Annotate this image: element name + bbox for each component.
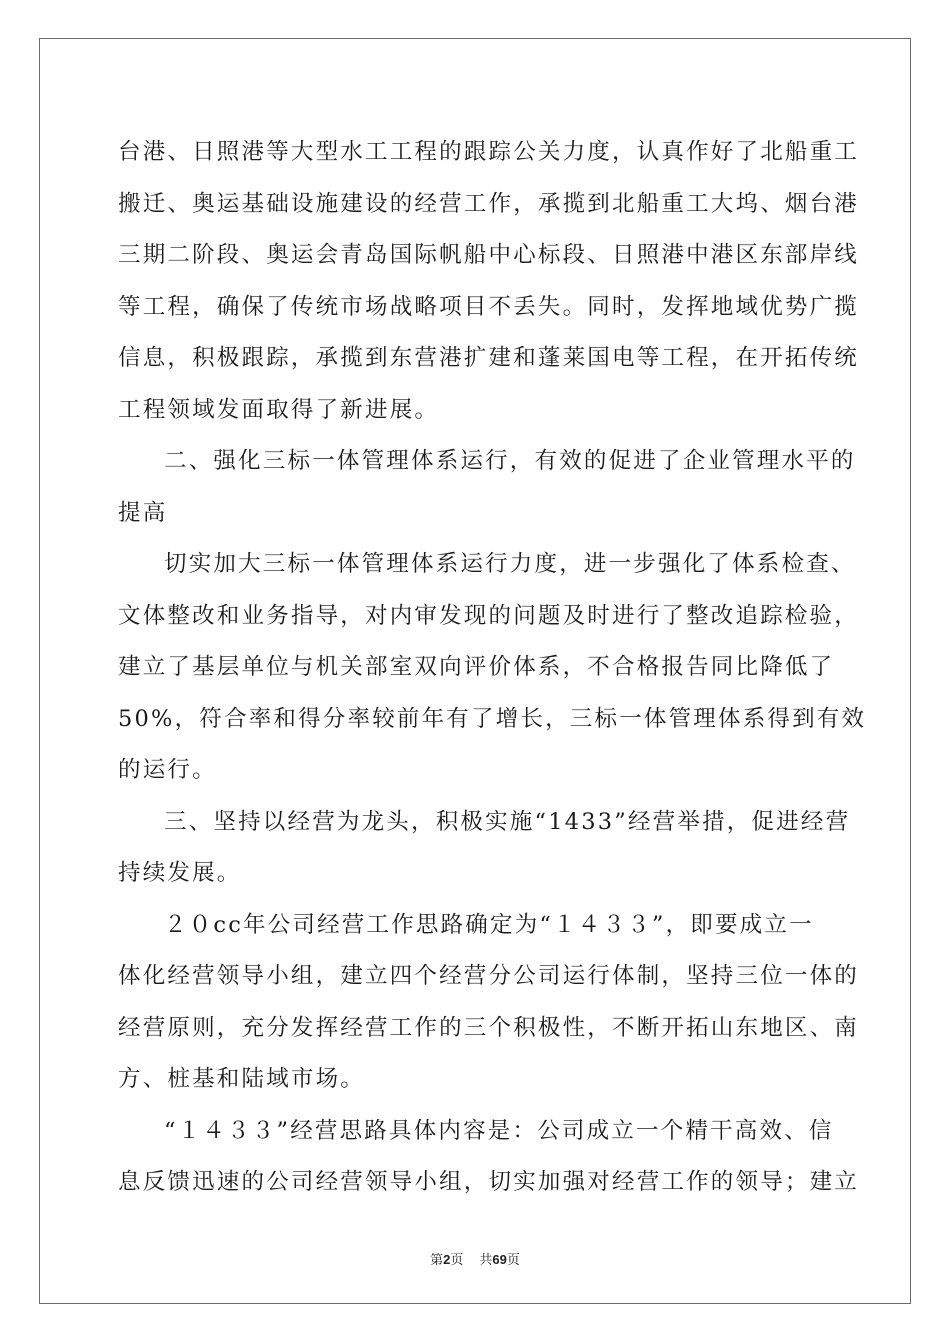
text-line: 切实加大三标一体管理体系运行力度，进一步强化了体系检查、 xyxy=(164,551,856,577)
text-line: 方、桩基和陆域市场。 xyxy=(118,1066,366,1092)
page-suffix: 页 xyxy=(450,1253,464,1268)
section-heading-line: 持续发展。 xyxy=(118,860,242,886)
total-suffix: 页 xyxy=(506,1253,520,1268)
page-prefix: 第 xyxy=(430,1253,444,1268)
text-line: 息反馈迅速的公司经营领导小组，切实加强对经营工作的领导；建立 xyxy=(118,1169,860,1195)
total-prefix: 共 xyxy=(479,1253,493,1268)
text-line: 工程领域发面取得了新进展。 xyxy=(118,396,440,423)
text-line: 建立了基层单位与机关部室双向评价体系，不合格报告同比降低了 xyxy=(118,654,835,680)
document-body xyxy=(118,127,867,1209)
text-line: ２０cc年公司经营工作思路确定为“１４３３”，即要成立一 xyxy=(164,911,814,938)
text-line: “１４３３”经营思路具体内容是：公司成立一个精干高效、信 xyxy=(164,1117,834,1144)
text-line: 文体整改和业务指导，对内审发现的问题及时进行了整改追踪检验， xyxy=(118,602,860,629)
text-line: 台港、日照港等大型水工工程的跟踪公关力度，认真作好了北船重工 xyxy=(118,139,860,165)
text-line: 信息，积极跟踪，承揽到东营港扩建和蓬莱国电等工程，在开拓传统 xyxy=(118,345,860,371)
section-heading-line: 二、强化三标一体管理体系运行，有效的促进了企业管理水平的 xyxy=(164,448,856,474)
section-heading-line: 三、坚持以经营为龙头，积极实施“1433”经营举措，促进经营 xyxy=(164,808,851,835)
text-line: 三期二阶段、奥运会青岛国际帆船中心标段、日照港中港区东部岸线 xyxy=(118,242,860,268)
text-line: 50%，符合率和得分率较前年有了增长，三标一体管理体系得到有效 xyxy=(118,705,867,732)
section-heading-line: 提高 xyxy=(118,499,168,526)
text-line: 等工程，确保了传统市场战略项目不丢失。同时，发挥地域优势广揽 xyxy=(118,293,860,320)
text-line: 的运行。 xyxy=(118,757,217,783)
page-footer xyxy=(0,1249,950,1268)
page-number: 2 xyxy=(443,1252,451,1267)
text-line: 搬迁、奥运基础设施建设的经营工作，承揽到北船重工大坞、烟台港 xyxy=(118,190,860,217)
text-line: 经营原则，充分发挥经营工作的三个积极性，不断开拓山东地区、南 xyxy=(118,1014,860,1041)
text-line: 体化经营领导小组，建立四个经营分公司运行体制，坚持三位一体的 xyxy=(118,963,860,989)
total-pages: 69 xyxy=(492,1252,507,1267)
